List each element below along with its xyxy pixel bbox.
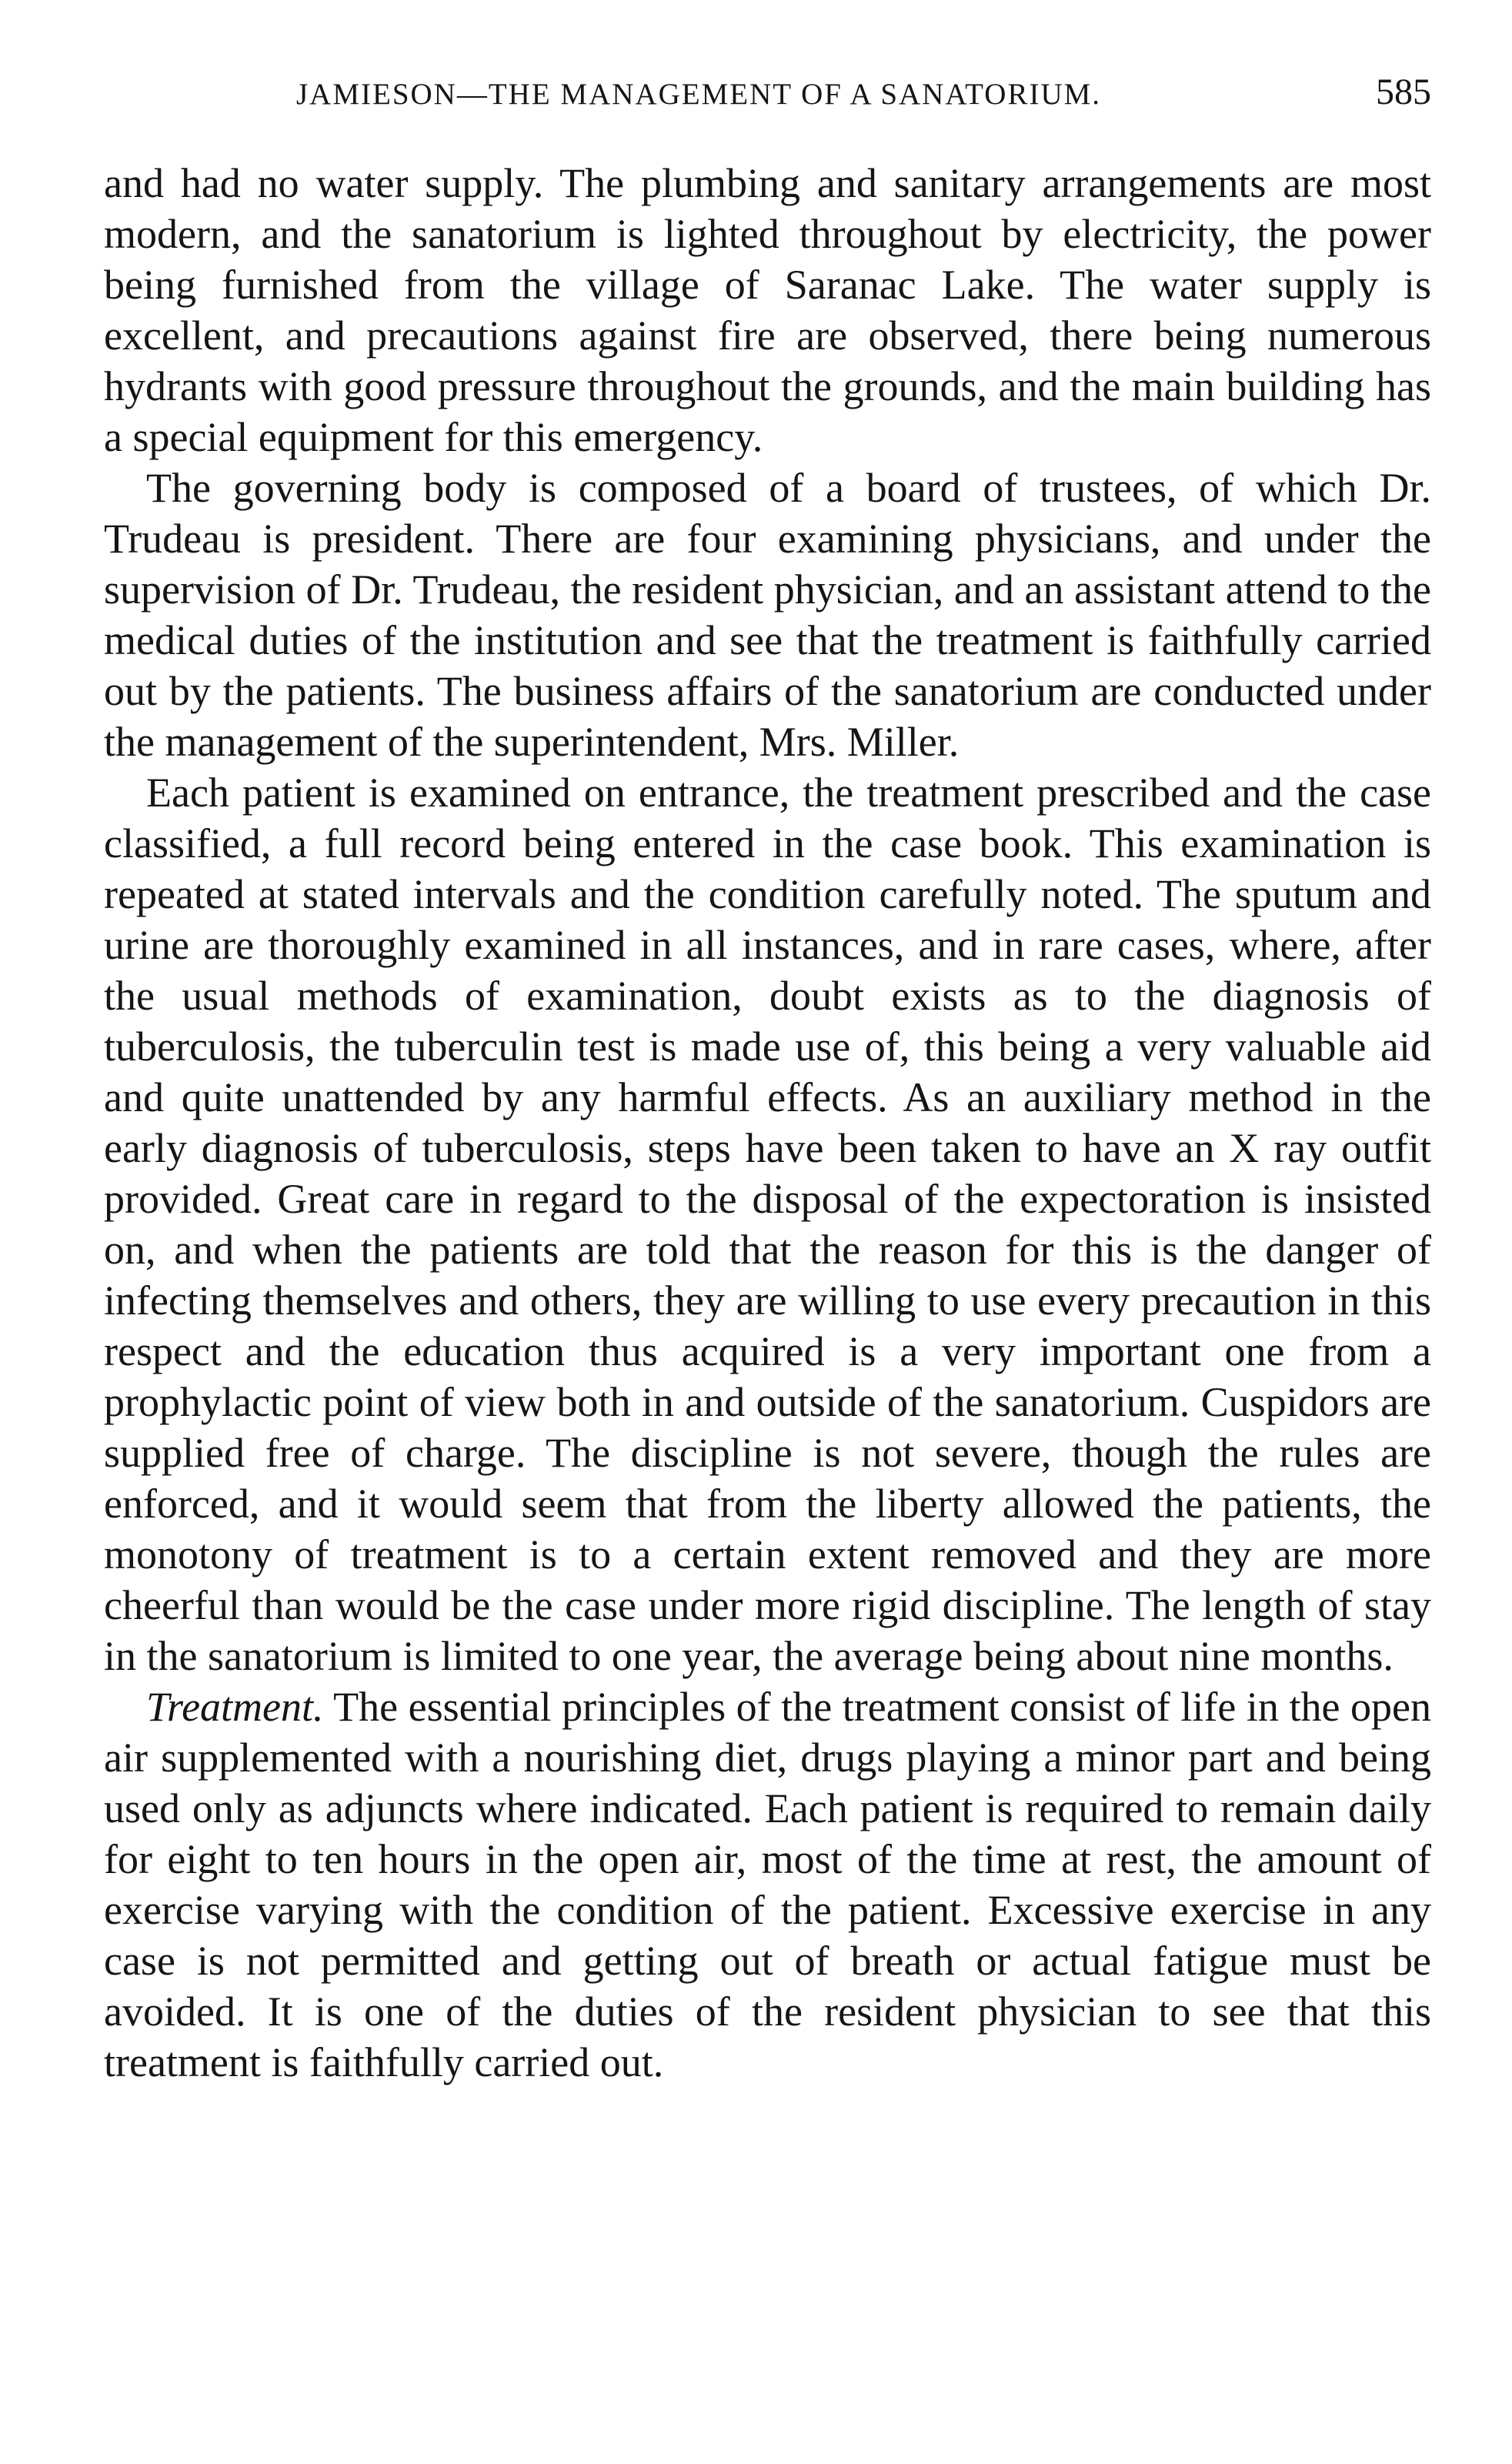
running-title: JAMIESON—THE MANAGEMENT OF A SANATORIUM. — [296, 78, 1102, 111]
paragraph-treatment — [104, 1681, 1431, 2088]
body-text — [104, 158, 1431, 2088]
treatment-text: The essential principles of the treatment consist of life in the open air supplemented with a nourishing diet, drugs playing a minor part and being used only as adjuncts where indicated. Each patient is required to remain daily for eight to ten hours in the open air, most of the time at rest, the amount of exercise varying with the condition of the patient. Excessive exercise in any case is not permitted and getting out of breath or actual fatigue must be avoided. It is one of the duties of the resident physician to see that this treatment is faithfully carried out. — [104, 1684, 1431, 2085]
running-head — [104, 71, 1431, 125]
paragraph-water-supply: and had no water supply. The plumbing and sanitary arrangements are most modern, and the sanatorium is lighted throughout by electricity, the power being furnished from the village of Saranac Lake. The water supply is excellent, and precautions against fire are observed, there being numerous hydrants with good pressure throughout the grounds, and the main building has a special equipment for this emergency. — [104, 160, 1431, 460]
paragraph-governing-body: The governing body is composed of a board of trustees, of which Dr. Trudeau is president. There are four examining physicians, and under the supervision of Dr. Trudeau, the resident physician, and an assistant attend to the medical duties of the institution and see that the treatment is faithfully carried out by the patients. The business affairs of the sanatorium are conducted under the management of the superintendent, Mrs. Miller. — [104, 465, 1431, 765]
paragraph-patient-examination: Each patient is examined on entrance, the treatment prescribed and the case classified, a full record being entered in the case book. This examination is repeated at stated intervals and the condition carefully noted. The sputum and urine are thoroughly examined in all instances, and in rare cases, where, after the usual methods of examination, doubt exists as to the diagnosis of tuberculosis, the tuberculin test is made use of, this being a very valuable aid and quite unattended by any harmful effects. As an auxiliary method in the early diagnosis of tuberculosis, steps have been taken to have an X ray outfit provided. Great care in regard to the disposal of the expectoration is insisted on, and when the patients are told that the reason for this is the danger of infecting themselves and others, they are willing to use every precaution in this respect and the education thus acquired is a very important one from a prophylactic point of view both in and outside of the sanatorium. Cuspidors are supplied free of charge. The discipline is not severe, though the rules are enforced, and it would seem that from the liberty allowed the patients, the monotony of treatment is to a certain extent removed and they are more cheerful than would be the case under more rigid discipline. The length of stay in the sanatorium is limited to one year, the average being about nine months. — [104, 770, 1431, 1679]
page-number: 585 — [1376, 72, 1431, 112]
section-heading-treatment: Treatment. — [146, 1684, 324, 1730]
